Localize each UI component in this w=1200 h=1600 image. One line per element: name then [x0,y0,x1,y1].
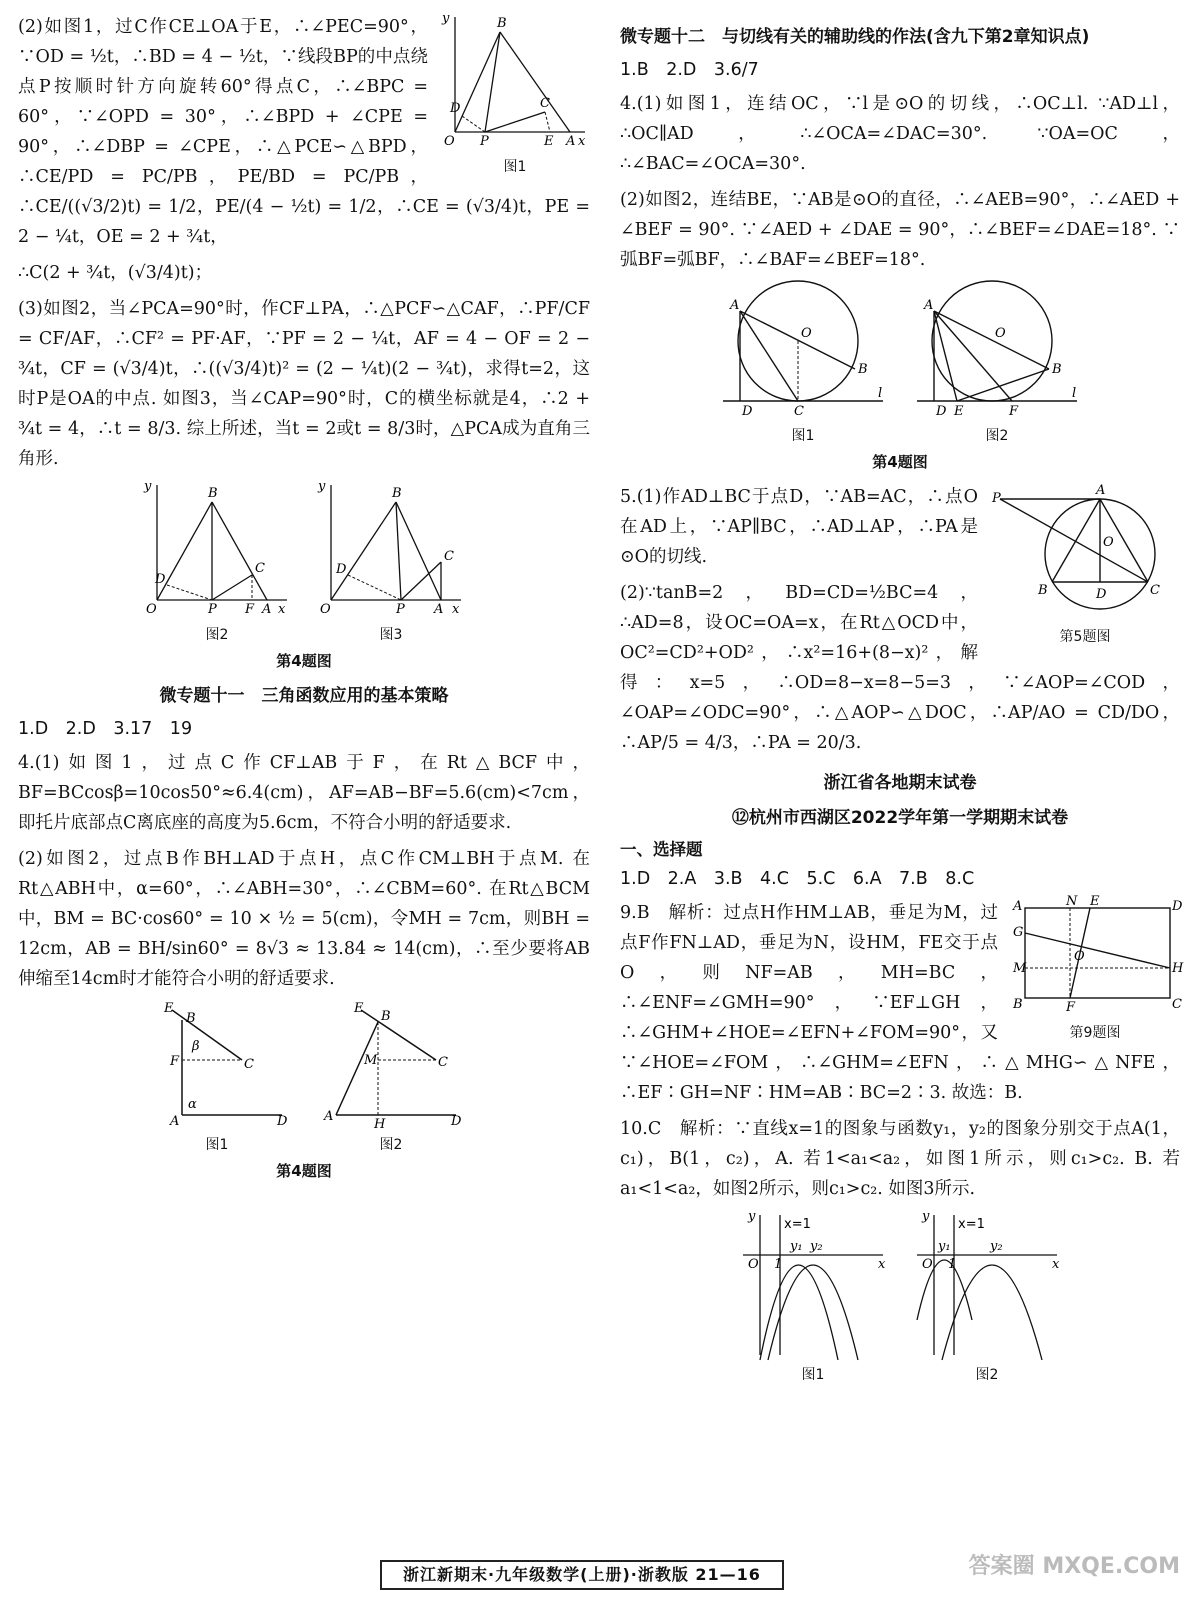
exam-title: ⑫杭州市西湖区2022学年第一学期期末试卷 [731,808,1069,828]
svg-text:A: A [434,602,444,617]
svg-text:B: B [858,362,868,377]
svg-text:x: x [878,1257,886,1272]
figures-q10 [620,1210,1180,1384]
svg-text:y₁: y₁ [790,1239,803,1254]
figure-s11-2 [316,1000,466,1154]
svg-text:1: 1 [948,1257,957,1272]
svg-text:F: F [1009,404,1019,419]
svg-text:O: O [1074,949,1085,964]
s12-q4-part2: (2)如图2，连结BE，∵AB是⊙O的直径，∴∠AEB=90°，∴∠AED + ∠BEF = 90°. ∵∠AED + ∠DAE = 90°，∴∠BEF=∠DAE=18°. ∵弧BF=弧BF，∴∠BAF=∠BEF=18°. [620,190,1180,270]
figure-4-1-left [440,12,590,176]
svg-text:A: A [262,602,272,617]
svg-text:G: G [1013,925,1024,940]
svg-text:x: x [452,602,460,617]
q4-part3-text: (3)如图2，当∠PCA=90°时，作CF⊥PA，∴△PCF∽△CAF，∴PF/CF = CF/AF，∴CF² = PF·AF，∵PF = 2 − ¼t，AF = 4 − OF = 2 − ¾t，CF = (√3/4)t，∴((√3/4)t)² = (2 − ¼t)(2 − ¾t)，求得t=2，这时P是OA的中点. 如图3，当∠CAP=90°时，C的横坐标就是4，∴2 + ¾t = 4，∴t = 8/3. 综上所述，当t = 2或t = 8/3时，△PCA成为直角三角形. [18,299,590,469]
s12-fig1-label: 图1 [791,428,815,444]
figure-3 [316,480,466,644]
right-column [620,12,1184,1390]
s11-fig1-label: 图1 [205,1137,229,1153]
svg-text:O: O [146,602,157,617]
s12-fig2-label: 图2 [985,428,1009,444]
svg-text:1: 1 [774,1257,783,1272]
svg-text:P: P [208,602,217,617]
svg-text:C: C [1150,583,1160,598]
x1-label-fig1: x=1 [784,1217,811,1232]
svg-text:C: C [438,1055,448,1070]
svg-text:O: O [748,1257,759,1272]
svg-text:A: A [566,134,576,149]
svg-text:B: B [392,486,402,501]
svg-text:l: l [1072,386,1077,401]
svg-text:A: A [924,298,934,313]
svg-text:D: D [155,572,166,587]
svg-text:F: F [170,1054,180,1069]
svg-text:B: B [1052,362,1062,377]
figure-5 [990,482,1180,646]
svg-text:H: H [1172,961,1184,976]
watermark: 答案圈 MXQE.COM [968,1554,1180,1579]
svg-text:β: β [192,1039,200,1054]
svg-text:D: D [1172,899,1183,914]
svg-text:O: O [801,326,812,341]
svg-text:B: B [186,1011,196,1026]
svg-text:y: y [748,1209,756,1224]
svg-text:O: O [995,326,1006,341]
figure-phone-stand-2 [316,1000,466,1130]
figure-parabola-2 [912,1210,1062,1360]
figures-2-3 [18,480,590,644]
section-12-answers: 1.B 2.D 3.6/7 [620,60,759,80]
mc-answers: 1.D 2.A 3.B 4.C 5.C 6.A 7.B 8.C [620,869,975,889]
svg-text:D: D [336,562,347,577]
svg-text:O: O [320,602,331,617]
svg-text:α: α [188,1097,197,1112]
figure-2 [142,480,292,644]
svg-text:y: y [318,479,326,494]
s11-fig2-label: 图2 [379,1137,403,1153]
figure-9 [1010,894,1184,1042]
q4-part2-text: (2)如图1，过C作CE⊥OA于E，∴∠PEC=90°，∵OD = ½t，∴BD = 4 − ½t，∵线段BP的中点绕点P按顺时针方向旋转60°得点C，∴∠BPC = 60°，∵∠OPD = 30°，∴∠BPD + ∠CPE = 90°，∴∠DBP = ∠CPE，∴△PCE∽△BPD，∴CE/PD = PC/PB，PE/BD = PC/PB，∴CE/((√3/2)t) = 1/2，PE/(4 − ½t) = 1/2，∴CE = (√3/4)t，PE = 2 − ¼t，OE = 2 + ¾t， [18,17,590,247]
fig1-label: 图1 [503,159,527,175]
figure-circle-tangent-2 [912,281,1082,421]
svg-text:y₂: y₂ [810,1239,823,1254]
svg-text:D: D [277,1114,288,1129]
fig3-label: 图3 [379,627,403,643]
svg-text:M: M [1013,961,1027,976]
q9-solution: 9.B 解析：过点H作HM⊥AB，垂足为M，过点F作FN⊥AD，垂足为N，设HM，FE交于点O，则NF=AB，MH=BC，∴∠ENF=∠GMH=90°，∵EF⊥GH，∴∠GHM+∠HOE=∠EFN+∠FOM=90°，又∵∠HOE=∠FOM，∴∠GHM=∠EFN，∴△MHG∽△NFE，∴EF∶GH=NF∶HM=AB∶BC=2∶3. 故选：B. [620,903,1180,1103]
s11-q4-part2: (2)如图2，过点B作BH⊥AD于点H，点C作CM⊥BH于点M. 在Rt△ABH中，α=60°，∴∠ABH=30°，∴∠CBM=60°. 在Rt△BCM中，BM = BC·cos60° = 10 × ½ = 5(cm)，令MH = 7cm，则BH = 12cm，AB = BH/sin60° = 8√3 ≈ 13.84 ≈ 14(cm)，∴至少要将AB伸缩至14cm时才能符合小明的舒适要求. [18,849,590,989]
fig9-caption: 第9题图 [1069,1025,1121,1041]
svg-text:F: F [1066,1000,1076,1015]
svg-text:C: C [1172,997,1182,1012]
figure-s12-1 [718,281,888,445]
svg-text:E: E [954,404,964,419]
svg-text:y: y [144,479,152,494]
figure-q10-2 [912,1210,1062,1384]
footer: 浙江新期末·九年级数学(上册)·浙教版 21—16 [380,1560,784,1590]
s12-fig4-caption: 第4题图 [872,453,928,471]
svg-text:E: E [354,1001,364,1016]
figure-q10-1 [738,1210,888,1384]
svg-text:H: H [374,1117,386,1132]
svg-text:P: P [992,491,1001,506]
svg-text:D: D [450,101,461,116]
svg-text:E: E [164,1001,174,1016]
figure-coordinate-triangle-1 [440,12,590,152]
svg-text:C: C [255,561,265,576]
svg-text:D: D [451,1114,462,1129]
svg-text:D: D [742,404,753,419]
q4-part2-result: ∴C(2 + ¾t，(√3/4)t)； [18,263,213,283]
figure-coordinate-triangle-3 [316,480,466,620]
figure-parabola-1 [738,1210,888,1360]
svg-text:B: B [497,16,507,31]
svg-text:A: A [324,1109,334,1124]
svg-text:x: x [578,134,586,149]
svg-text:O: O [1103,535,1114,550]
svg-text:A: A [1013,899,1023,914]
section-11-answers: 1.D 2.D 3.17 19 [18,719,193,739]
svg-text:F: F [245,602,255,617]
svg-text:C: C [794,404,804,419]
fig2-label: 图2 [205,627,229,643]
figures-s11 [18,1000,590,1154]
figure-s11-1 [142,1000,292,1154]
svg-text:A: A [730,298,740,313]
s12-q4-part1: 4.(1)如图1，连结OC，∵l是⊙O的切线，∴OC⊥l. ∵AD⊥l，∴OC∥AD，∴∠OCA=∠DAC=30°. ∵OA=OC，∴∠BAC=∠OCA=30°. [620,94,1180,174]
svg-text:y₂: y₂ [990,1239,1003,1254]
svg-text:N: N [1066,894,1078,909]
svg-text:y: y [442,11,450,26]
svg-text:C: C [444,549,454,564]
q10-fig2-label: 图2 [975,1367,999,1383]
figure-circle-tangent-1 [718,281,888,421]
figure-phone-stand-1 [142,1000,292,1130]
exam-region: 浙江省各地期末试卷 [823,773,977,793]
svg-text:C: C [540,96,550,111]
figure-circle-triangle-5 [990,482,1180,622]
figure-coordinate-triangle-2 [142,480,292,620]
svg-text:D: D [936,404,947,419]
fig4b-caption-left: 第4题图 [276,1162,332,1180]
part-1-title: 一、选择题 [620,840,703,859]
svg-text:B: B [208,486,218,501]
s11-q4-part1: 4.(1)如图1，过点C作CF⊥AB于F，在Rt△BCF中，BF=BCcosβ=10cos50°≈6.4(cm)，AF=AB−BF=5.6(cm)<7cm，即托片底部点C离底座的高度为5.6cm，不符合小明的舒适要求. [18,753,590,833]
svg-text:D: D [1096,587,1107,602]
q10-solution: 10.C 解析：∵直线x=1的图象与函数y₁，y₂的图象分别交于点A(1，c₁)，B(1，c₂)，A. 若1<a₁<a₂，如图1所示，则c₁>c₂. B. 若a₁<1<a₂，如图2所示，则c₁>c₂. 如图3所示. [620,1119,1180,1199]
svg-text:O: O [444,134,455,149]
svg-text:E: E [1090,894,1100,909]
fig4-caption-left: 第4题图 [276,652,332,670]
svg-text:A: A [1096,483,1106,498]
svg-text:x: x [1052,1257,1060,1272]
s12-q5-part1: 5.(1)作AD⊥BC于点D，∵AB=AC，∴点O在AD上，∵AP∥BC，∴AD⊥AP，∴PA是⊙O的切线. [620,487,978,567]
svg-text:P: P [396,602,405,617]
s12-q5-part2: (2)∵tanB=2，BD=CD=½BC=4，∴AD=8，设OC=OA=x，在Rt△OCD中，OC²=CD²+OD²，∴x²=16+(8−x)²，解得：x=5，∴OD=8−x=8−5=3，∵∠AOP=∠COD，∠OAP=∠ODC=90°，∴△AOP∽△DOC，∴AP/AO = CD/DO，∴AP/5 = 4/3，∴PA = 20/3. [620,583,1180,753]
section-11-title: 微专题十一 三角函数应用的基本策略 [159,686,449,706]
svg-text:x: x [278,602,286,617]
svg-text:A: A [170,1114,180,1129]
section-12-title: 微专题十二 与切线有关的辅助线的作法(含九下第2章知识点) [620,27,1090,47]
figure-rectangle-9 [1010,894,1184,1018]
svg-text:B: B [1038,583,1048,598]
q10-fig1-label: 图1 [801,1367,825,1383]
figures-s12 [620,281,1180,445]
svg-text:y₁: y₁ [938,1239,951,1254]
fig5-caption: 第5题图 [1059,629,1111,645]
svg-text:l: l [878,386,883,401]
svg-text:P: P [480,134,489,149]
x1-label-fig2: x=1 [958,1217,985,1232]
svg-text:E: E [544,134,554,149]
svg-text:M: M [364,1053,378,1068]
left-column [18,12,590,1191]
svg-text:y: y [922,1209,930,1224]
svg-text:C: C [244,1057,254,1072]
svg-text:O: O [922,1257,933,1272]
svg-text:B: B [381,1009,391,1024]
figure-s12-2 [912,281,1082,445]
svg-text:B: B [1013,997,1023,1012]
